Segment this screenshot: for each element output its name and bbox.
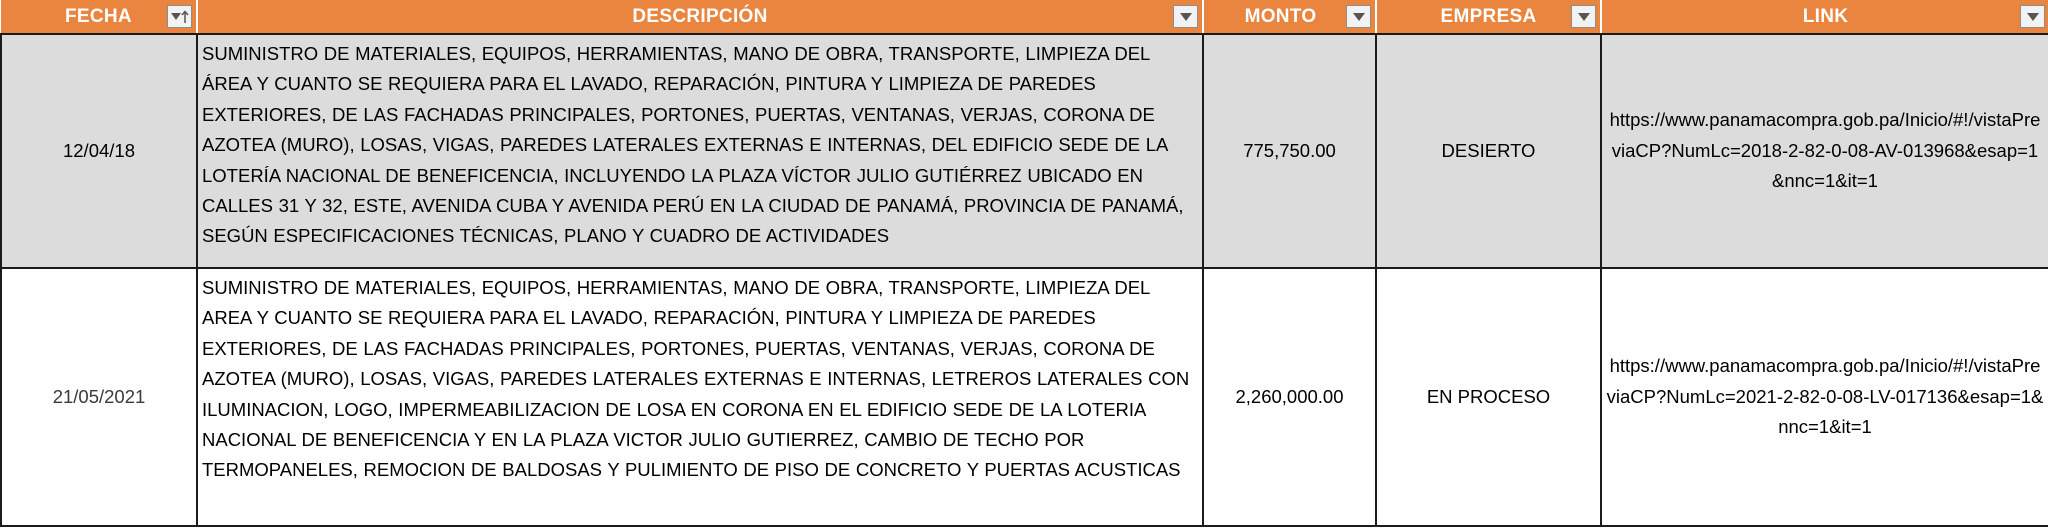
column-header-monto[interactable] — [1203, 0, 1376, 34]
cell-link[interactable]: https://www.panamacompra.gob.pa/Inicio/#!/vistaPreviaCP?NumLc=2018-2-82-0-08-AV-013968&esap=1&nnc=1&it=1 — [1601, 34, 2048, 268]
table-row — [1, 34, 2048, 268]
dropdown-filter-icon[interactable] — [2020, 5, 2045, 28]
sort-ascending-filter-icon[interactable] — [167, 5, 192, 28]
column-header-link-label: LINK — [1802, 5, 1849, 27]
cell-monto[interactable]: 2,260,000.00 — [1203, 268, 1376, 526]
table-header — [1, 0, 2048, 34]
cell-fecha[interactable]: 21/05/2021 — [1, 268, 197, 526]
cell-link[interactable]: https://www.panamacompra.gob.pa/Inicio/#!/vistaPreviaCP?NumLc=2021-2-82-0-08-LV-017136&esap=1&nnc=1&it=1 — [1601, 268, 2048, 526]
cell-descripcion[interactable]: SUMINISTRO DE MATERIALES, EQUIPOS, HERRAMIENTAS, MANO DE OBRA, TRANSPORTE, LIMPIEZA DEL ÁREA Y CUANTO SE REQUIERA PARA EL LAVADO, REPARACIÓN, PINTURA Y LIMPIEZA DE PAREDES EXTERIORES, DE LAS FACHADAS PRINCIPALES, PORTONES, PUERTAS, VENTANAS, VERJAS, CORONA DE AZOTEA (MURO), LOSAS, VIGAS, PAREDES LATERALES EXTERNAS E INTERNAS, DEL EDIFICIO SEDE DE LA LOTERÍA NACIONAL DE BENEFICENCIA, INCLUYENDO LA PLAZA VÍCTOR JULIO GUTIÉRREZ UBICADO EN CALLES 31 Y 32, ESTE, AVENIDA CUBA Y AVENIDA PERÚ EN LA CIUDAD DE PANAMÁ, PROVINCIA DE PANAMÁ, SEGÚN ESPECIFICACIONES TÉCNICAS, PLANO Y CUADRO DE ACTIVIDADES — [197, 34, 1203, 268]
dropdown-filter-icon[interactable] — [1173, 5, 1198, 28]
column-header-fecha-label: FECHA — [65, 5, 132, 27]
cell-fecha[interactable]: 12/04/18 — [1, 34, 197, 268]
cell-descripcion[interactable]: SUMINISTRO DE MATERIALES, EQUIPOS, HERRAMIENTAS, MANO DE OBRA, TRANSPORTE, LIMPIEZA DEL AREA Y CUANTO SE REQUIERA PARA EL LAVADO, REPARACIÓN, PINTURA Y LIMPIEZA DE PAREDES EXTERIORES, DE LAS FACHADAS PRINCIPALES, PORTONES, PUERTAS, VENTANAS, VERJAS, CORONA DE AZOTEA (MURO), LOSAS, VIGAS, PAREDES LATERALES EXTERNAS E INTERNAS, LETREROS LATERALES CON ILUMINACION, LOGO, IMPERMEABILIZACION DE LOSA EN CORONA EN EL EDIFICIO SEDE DE LA LOTERIA NACIONAL DE BENEFICENCIA Y EN LA PLAZA VICTOR JULIO GUTIERREZ, CAMBIO DE TECHO POR TERMOPANELES, REMOCION DE BALDOSAS Y PULIMIENTO DE PISO DE CONCRETO Y PUERTAS ACUSTICAS — [197, 268, 1203, 526]
column-header-monto-label: MONTO — [1244, 5, 1317, 27]
cell-monto[interactable]: 775,750.00 — [1203, 34, 1376, 268]
dropdown-filter-icon[interactable] — [1571, 5, 1596, 28]
column-header-link[interactable] — [1601, 0, 2048, 34]
dropdown-filter-icon[interactable] — [1346, 5, 1371, 28]
column-header-descripcion-label: DESCRIPCIÓN — [632, 5, 768, 27]
column-header-empresa[interactable] — [1376, 0, 1601, 34]
cell-empresa[interactable]: DESIERTO — [1376, 34, 1601, 268]
table-row — [1, 268, 2048, 526]
column-header-fecha[interactable] — [1, 0, 197, 34]
column-header-empresa-label: EMPRESA — [1440, 5, 1537, 27]
header-row — [1, 0, 2048, 34]
column-header-descripcion[interactable] — [197, 0, 1203, 34]
cell-empresa[interactable]: EN PROCESO — [1376, 268, 1601, 526]
table-body — [1, 34, 2048, 526]
